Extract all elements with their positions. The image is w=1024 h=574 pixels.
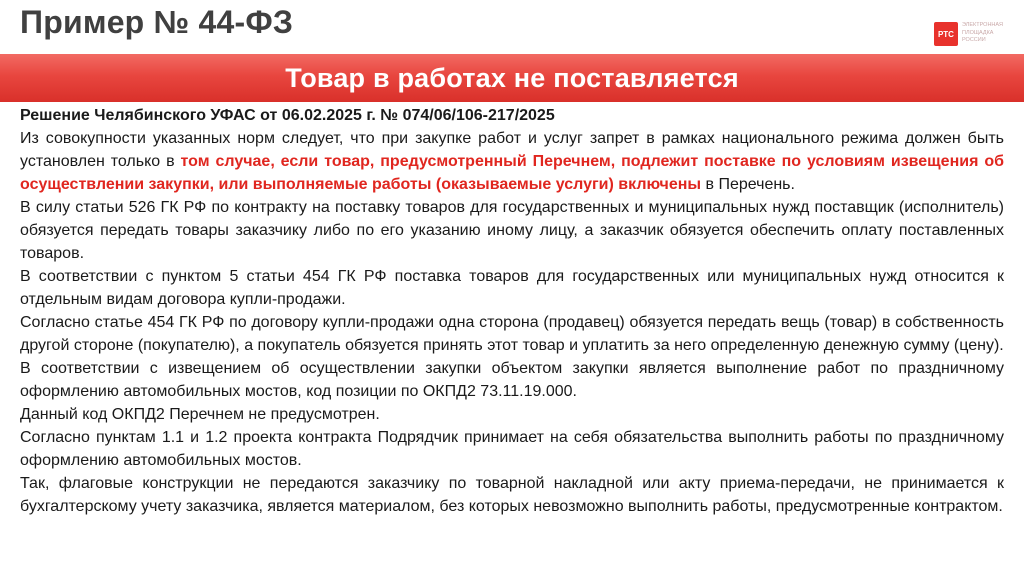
decision-heading: Решение Челябинского УФАС от 06.02.2025 г. № 074/06/106-217/2025 bbox=[20, 107, 555, 124]
paragraph-6: Данный код ОКПД2 Перечнем не предусмотрен. bbox=[20, 406, 380, 423]
paragraph-8: Так, флаговые конструкции не передаются заказчику по товарной накладной или акту приема-передачи, не принимается к бухгалтерскому учету заказчика, является материалом, без которых невозможно выполнить работы, предусмотренные контрактом. bbox=[20, 475, 1004, 515]
paragraph-3: В соответствии с пунктом 5 статьи 454 ГК РФ поставка товаров для государственных или муниципальных нужд относится к отдельным видам договора купли-продажи. bbox=[20, 268, 1004, 308]
page-title: Пример № 44-ФЗ bbox=[20, 4, 294, 40]
paragraph-1 bbox=[20, 127, 1004, 196]
document-body bbox=[20, 104, 1004, 518]
banner-title: Товар в работах не поставляется bbox=[285, 62, 739, 93]
paragraph-5: В соответствии с извещением об осуществлении закупки объектом закупки является выполнение работ по праздничному оформлению автомобильных мостов, код позиции по ОКПД2 73.11.19.000. bbox=[20, 360, 1004, 400]
paragraph-1-end: в Перечень. bbox=[701, 176, 795, 193]
paragraph-7: Согласно пунктам 1.1 и 1.2 проекта контракта Подрядчик принимает на себя обязательства выполнить работы по праздничному оформлению автомобильных мостов. bbox=[20, 429, 1004, 469]
rts-logo bbox=[934, 20, 1014, 48]
paragraph-2: В силу статьи 526 ГК РФ по контракту на поставку товаров для государственных и муниципальных нужд поставщик (исполнитель) обязуется передать товары заказчику либо по его указанию иному лицу, а заказчик обязуется обеспечить оплату поставленных товаров. bbox=[20, 199, 1004, 262]
paragraph-1-highlight: том случае, если товар, предусмотренный Перечнем, подлежит поставке по условиям извещения об осуществлении закупки, или выполняемые работы (оказываемые услуги) включены bbox=[20, 153, 1004, 193]
rts-logo-text: ЭЛЕКТРОННАЯ ПЛОЩАДКА РОССИИ bbox=[962, 22, 1004, 43]
paragraph-4: Согласно статье 454 ГК РФ по договору купли-продажи одна сторона (продавец) обязуется передать вещь (товар) в собственность другой стороне (покупателю), а покупатель обязуется принять этот товар и уплатить за него определенную денежную сумму (цену). bbox=[20, 314, 1004, 354]
paragraph-1-start: Из совокупности указанных норм следует, что при закупке работ и услуг запрет в рамках национального режима должен быть установлен только в bbox=[20, 130, 1004, 170]
section-banner bbox=[0, 54, 1024, 102]
rts-logo-icon: РТС bbox=[934, 22, 958, 46]
